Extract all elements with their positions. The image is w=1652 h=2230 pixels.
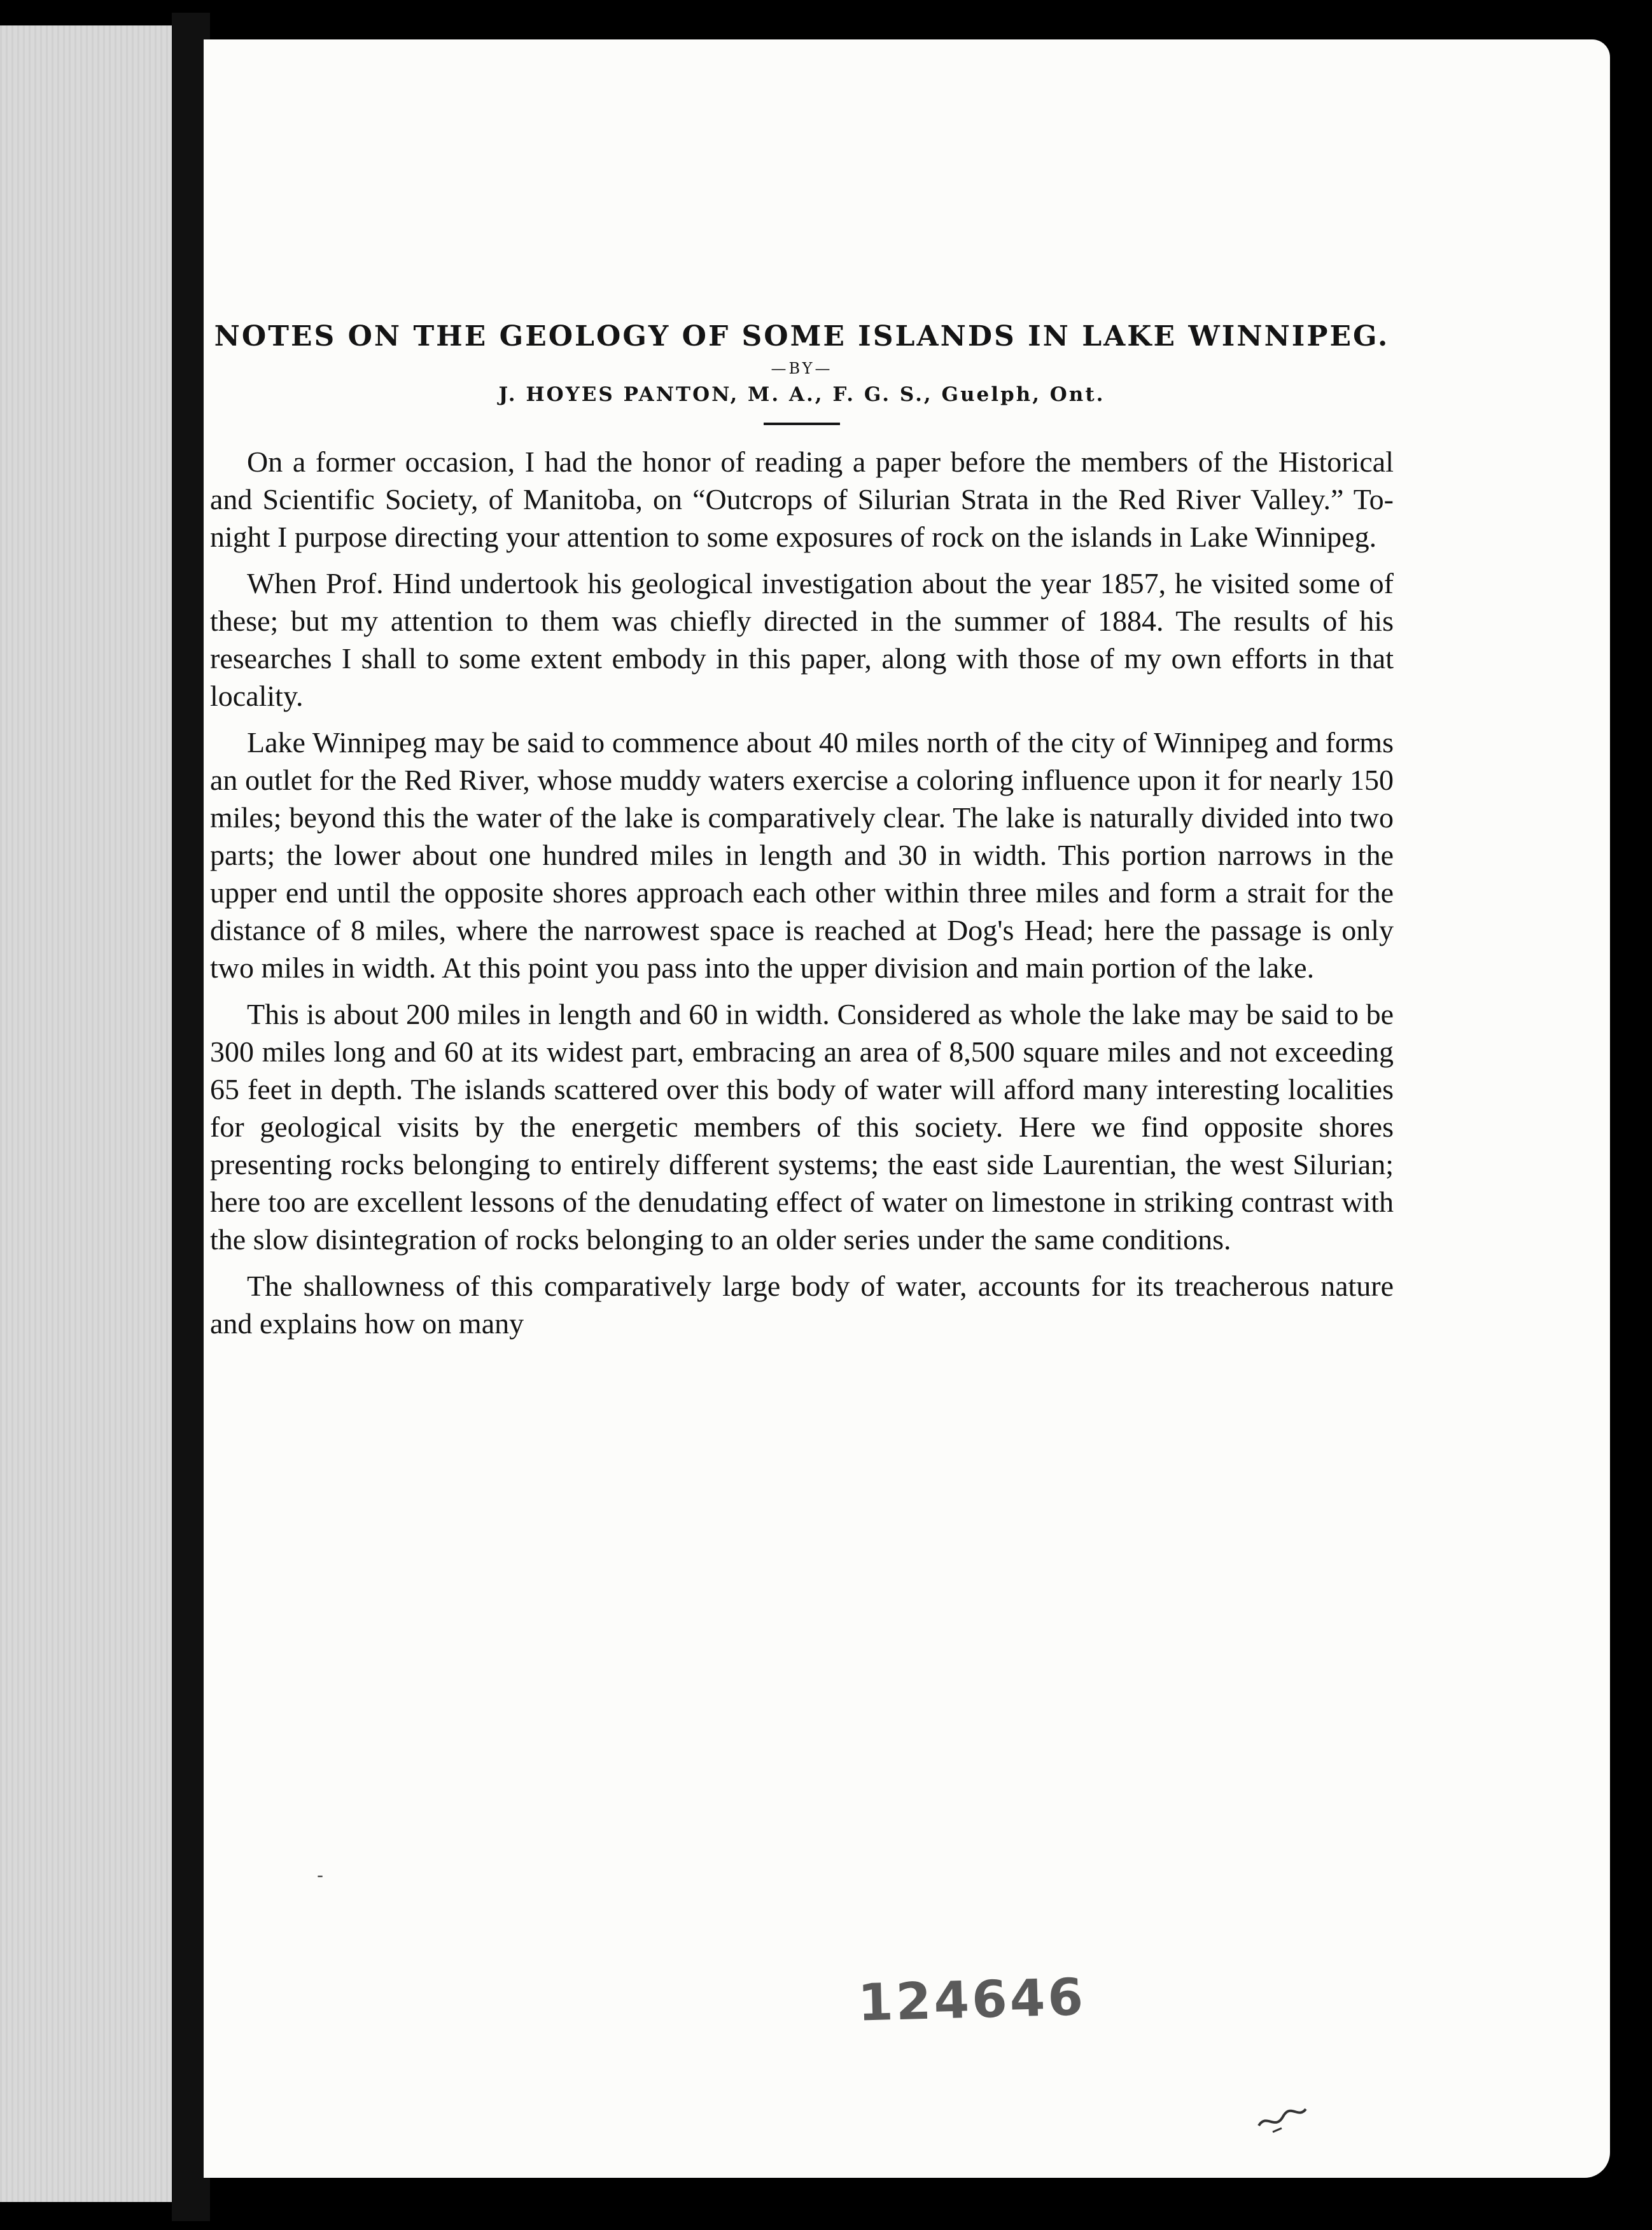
paragraph: The shallowness of this comparatively large body of water, accounts for its treacherous nature and explains how on many	[210, 1270, 1394, 1340]
paragraph: This is about 200 miles in length and 60 in width. Considered as whole the lake may be said to be 300 miles long and 60 at its widest part, embracing an area of 8,500 square miles and not exceeding 65 feet in depth. The islands scattered over this body of water will afford many interesting localities for geological visits by the energetic members of this society. Here we find opposite shores presenting rocks belonging to entirely different systems; the east side Laurentian, the west Silurian; here too are excellent lessons of the denudating effect of water on limestone in striking contrast with the slow disintegration of rocks belonging to an older series under the same conditions.	[210, 998, 1394, 1256]
ink-scribble	[1254, 2100, 1311, 2138]
margin-mark: -	[317, 1865, 324, 1886]
paragraph: Lake Winnipeg may be said to commence about 40 miles north of the city of Winnipeg and forms an outlet for the Red River, whose muddy waters exercise a coloring influence upon it for nearly 150 miles; beyond this the water of the lake is comparatively clear. The lake is naturally divided into two parts; the lower about one hundred miles in length and 30 in width. This portion narrows in the upper end until the opposite shores approach each other within three miles and form a strait for the distance of 8 miles, where the narrowest space is reached at Dog's Head; here the passage is only two miles in width. At this point you pass into the upper division and main portion of the lake.	[210, 726, 1394, 984]
page-content	[210, 318, 1394, 1351]
paragraph: When Prof. Hind undertook his geological investigation about the year 1857, he visited some of these; but my attention to them was chiefly directed in the summer of 1884. The results of his researches I shall to some extent embody in this paper, along with those of my own efforts in that locality.	[210, 567, 1394, 712]
book-cover-spine	[0, 25, 191, 2202]
title-rule	[764, 423, 840, 425]
paragraph: On a former occasion, I had the honor of reading a paper before the members of the Historical and Scientific Society, of Manitoba, on “Outcrops of Silurian Strata in the Red River Valley.” To-night I purpose directing your attention to some exposures of rock on the islands in Lake Winnipeg.	[210, 445, 1394, 553]
library-stamp-number: 124646	[857, 1967, 1087, 2033]
article-title: NOTES ON THE GEOLOGY OF SOME ISLANDS IN LAKE WINNIPEG.	[214, 320, 1390, 353]
byline: —BY—	[771, 360, 833, 377]
article-body	[210, 443, 1394, 1342]
author-line: J. HOYES PANTON, M. A., F. G. S., Guelph, Ont.	[498, 383, 1105, 406]
